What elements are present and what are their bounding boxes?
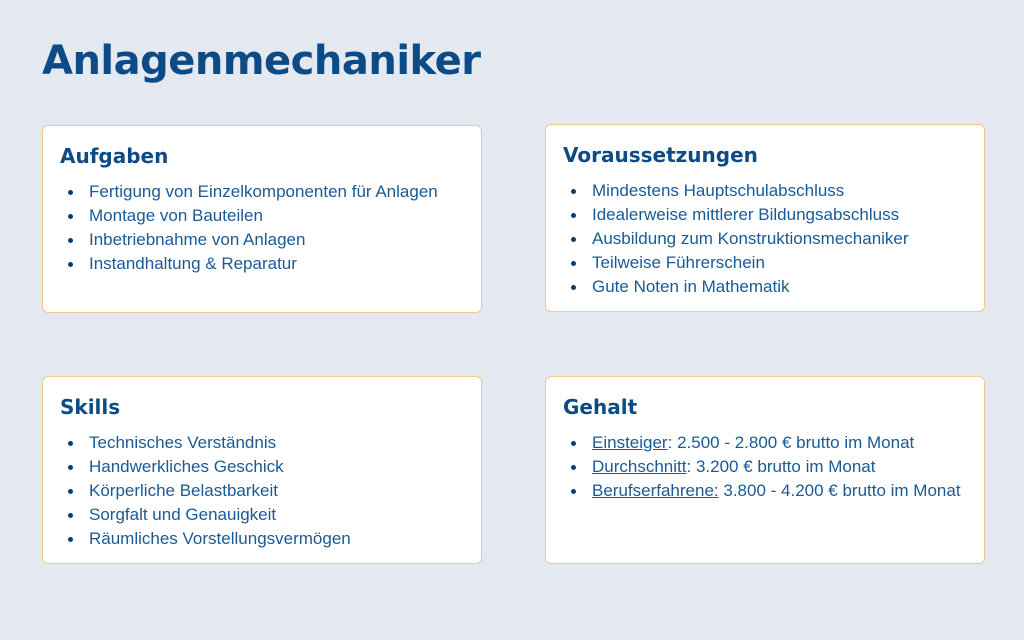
card-heading: Aufgaben xyxy=(60,144,169,168)
list-item: Räumliches Vorstellungsvermögen xyxy=(89,527,469,551)
voraussetzungen-list xyxy=(546,179,992,299)
list-item: Idealerweise mittlerer Bildungsabschluss xyxy=(592,203,992,227)
salary-level-link[interactable]: Einsteiger xyxy=(592,433,668,452)
list-item: Einsteiger: 2.500 - 2.800 € brutto im Monat xyxy=(592,431,962,455)
card-skills xyxy=(42,376,482,564)
page-title: Anlagenmechaniker xyxy=(42,38,481,84)
salary-value: 3.800 - 4.200 € brutto im Monat xyxy=(718,481,961,500)
salary-level-link[interactable]: Durchschnitt xyxy=(592,457,687,476)
card-aufgaben xyxy=(42,125,482,313)
gehalt-list xyxy=(546,431,962,503)
list-item xyxy=(592,479,962,503)
list-item: Instandhaltung & Reparatur xyxy=(89,252,469,276)
card-heading: Gehalt xyxy=(563,395,638,419)
salary-level-link[interactable]: Berufserfahrene: xyxy=(592,481,719,500)
salary-value: 3.200 € brutto im Monat xyxy=(691,457,876,476)
card-heading: Voraussetzungen xyxy=(563,143,758,167)
card-gehalt xyxy=(545,376,985,564)
list-item: Montage von Bauteilen xyxy=(89,204,469,228)
list-item: Sorgfalt und Genauigkeit xyxy=(89,503,469,527)
skills-list xyxy=(43,431,469,551)
list-item: Technisches Verständnis xyxy=(89,431,469,455)
list-item: Fertigung von Einzelkomponenten für Anlagen xyxy=(89,180,469,204)
list-item: Inbetriebnahme von Anlagen xyxy=(89,228,469,252)
card-heading: Skills xyxy=(60,395,121,419)
list-item: Durchschnitt: 3.200 € brutto im Monat xyxy=(592,455,962,479)
list-item: Handwerkliches Geschick xyxy=(89,455,469,479)
list-item: Gute Noten in Mathematik xyxy=(592,275,992,299)
aufgaben-list xyxy=(43,180,469,276)
card-voraussetzungen xyxy=(545,124,985,312)
salary-value: 2.500 - 2.800 € brutto im Monat xyxy=(672,433,915,452)
list-item: Ausbildung zum Konstruktionsmechaniker xyxy=(592,227,992,251)
list-item: Körperliche Belastbarkeit xyxy=(89,479,469,503)
list-item: Mindestens Hauptschulabschluss xyxy=(592,179,992,203)
list-item: Teilweise Führerschein xyxy=(592,251,992,275)
